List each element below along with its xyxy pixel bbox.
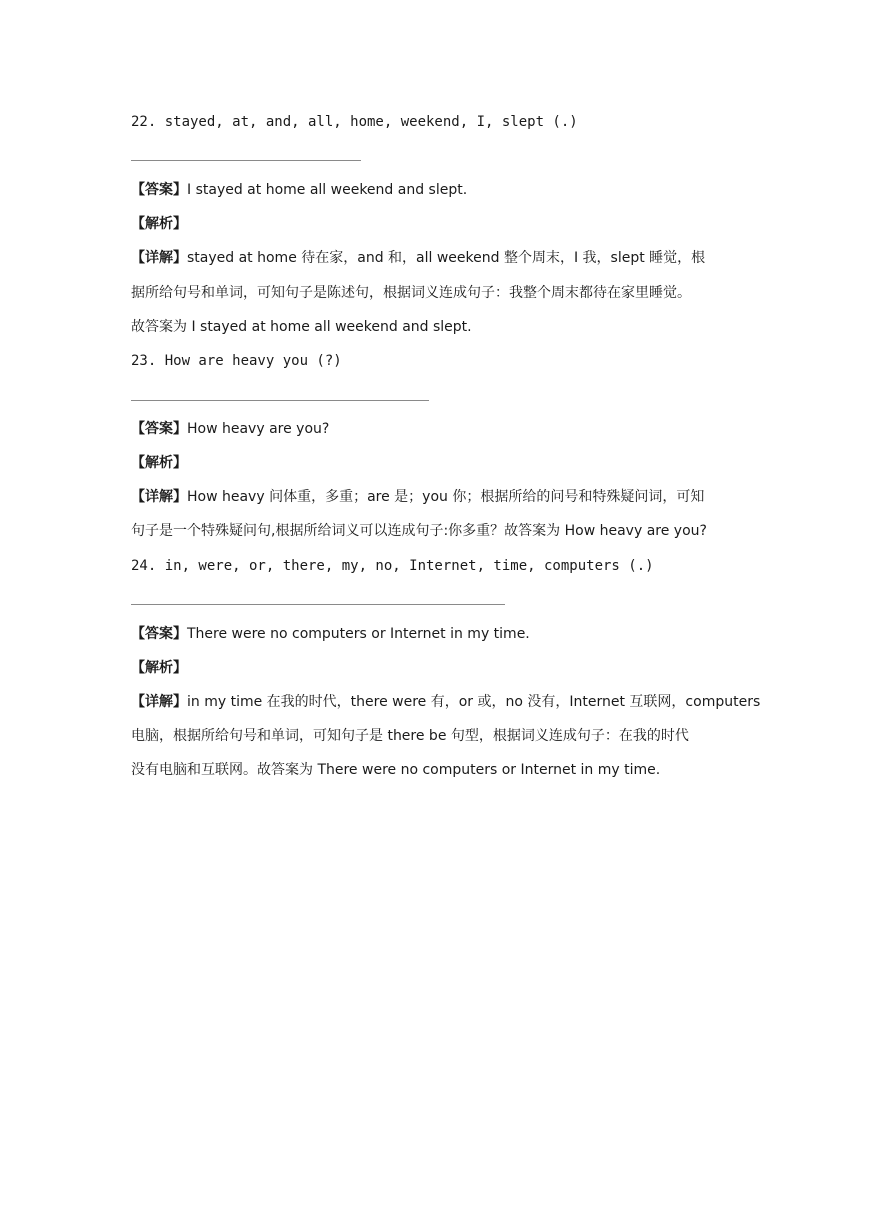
answer-blank-23 — [131, 400, 429, 401]
detail-24-line-2: 电脑，根据所给句号和单词，可知句子是 there be 句型，根据词义连成句子：在我的时代 — [131, 728, 689, 744]
analysis-24 — [131, 658, 187, 678]
detail-23-line-1 — [131, 487, 704, 507]
answer-24 — [131, 624, 530, 644]
question-24-prompt: 24. in, were, or, there, my, no, Internet, time, computers (.) — [131, 558, 654, 574]
answer-text: I stayed at home all weekend and slept. — [187, 182, 468, 198]
detail-text: stayed at home 待在家，and 和，all weekend 整个周末，I 我，slept 睡觉，根 — [187, 250, 706, 266]
detail-tag: 【详解】 — [131, 489, 187, 505]
question-22-prompt: 22. stayed, at, and, all, home, weekend, I, slept (.) — [131, 114, 578, 130]
analysis-tag: 【解析】 — [131, 660, 187, 676]
detail-tag: 【详解】 — [131, 694, 187, 710]
answer-text: There were no computers or Internet in my time. — [187, 626, 530, 642]
answer-blank-22 — [131, 160, 361, 161]
answer-text: How heavy are you? — [187, 421, 330, 437]
answer-blank-24 — [131, 604, 505, 605]
question-23-prompt: 23. How are heavy you (?) — [131, 353, 342, 369]
detail-22-line-2: 据所给句号和单词，可知句子是陈述句，根据词义连成句子：我整个周末都待在家里睡觉。 — [131, 285, 691, 301]
answer-tag: 【答案】 — [131, 626, 187, 642]
detail-22-line-3: 故答案为 I stayed at home all weekend and slept. — [131, 319, 472, 335]
answer-23 — [131, 419, 329, 439]
detail-24-line-3: 没有电脑和互联网。故答案为 There were no computers or Internet in my time. — [131, 762, 661, 778]
detail-tag: 【详解】 — [131, 250, 187, 266]
detail-23-line-2: 句子是一个特殊疑问句,根据所给词义可以连成句子:你多重？故答案为 How heavy are you? — [131, 523, 707, 539]
answer-tag: 【答案】 — [131, 182, 187, 198]
detail-text: in my time 在我的时代，there were 有，or 或，no 没有，Internet 互联网，computers — [187, 694, 761, 710]
detail-22-line-1 — [131, 248, 705, 268]
answer-tag: 【答案】 — [131, 421, 187, 437]
analysis-tag: 【解析】 — [131, 455, 187, 471]
answer-22 — [131, 180, 467, 200]
analysis-tag: 【解析】 — [131, 216, 187, 232]
detail-24-line-1 — [131, 692, 760, 712]
analysis-22 — [131, 214, 187, 234]
detail-text: How heavy 问体重，多重；are 是；you 你；根据所给的问号和特殊疑问词，可知 — [187, 489, 705, 505]
analysis-23 — [131, 453, 187, 473]
